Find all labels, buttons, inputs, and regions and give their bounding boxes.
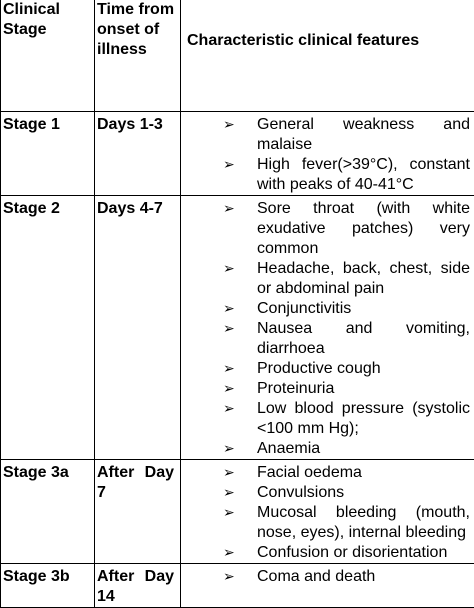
arrow-bullet-icon: ➢ (181, 379, 257, 399)
feature-text: Low blood pressure (systolic <100 mm Hg); (257, 399, 474, 439)
feature-text: Coma and death (257, 567, 474, 587)
arrow-bullet-icon: ➢ (181, 567, 257, 587)
feature-text: General weakness and malaise (257, 115, 474, 155)
list-item (181, 463, 474, 483)
feature-list (181, 463, 474, 563)
arrow-bullet-icon: ➢ (181, 299, 257, 319)
feature-list (181, 115, 474, 195)
arrow-bullet-icon: ➢ (181, 319, 257, 339)
list-item (181, 379, 474, 399)
stage-cell: Stage 2 (1, 196, 95, 460)
feature-text: Productive cough (257, 359, 474, 379)
features-cell (181, 460, 474, 564)
list-item (181, 115, 474, 155)
header-time-from-onset: Time from onset of illness (95, 0, 181, 112)
header-clinical-stage: Clinical Stage (1, 0, 95, 112)
list-item (181, 299, 474, 319)
list-item (181, 319, 474, 359)
feature-list (181, 567, 474, 587)
arrow-bullet-icon: ➢ (181, 359, 257, 379)
table-row (1, 112, 474, 196)
feature-text: Sore throat (with white exudative patches) very common (257, 199, 474, 259)
arrow-bullet-icon: ➢ (181, 199, 257, 219)
list-item (181, 199, 474, 259)
arrow-bullet-icon: ➢ (181, 259, 257, 279)
header-clinical-features: Characteristic clinical features (181, 0, 474, 112)
arrow-bullet-icon: ➢ (181, 503, 257, 523)
table-row (1, 196, 474, 460)
list-item (181, 503, 474, 543)
feature-text: Headache, back, chest, side or abdominal pain (257, 259, 474, 299)
time-cell: Days 1-3 (95, 112, 181, 196)
list-item (181, 259, 474, 299)
feature-text: Conjunctivitis (257, 299, 474, 319)
feature-text: Convulsions (257, 483, 474, 503)
list-item (181, 567, 474, 587)
table-row (1, 564, 474, 608)
table-header-row (1, 0, 474, 112)
list-item (181, 483, 474, 503)
arrow-bullet-icon: ➢ (181, 439, 257, 459)
feature-text: High fever(>39°C), constant with peaks of 40-41°C (257, 155, 474, 195)
stage-cell: Stage 3a (1, 460, 95, 564)
feature-text: Anaemia (257, 439, 474, 459)
list-item (181, 155, 474, 195)
table-row (1, 460, 474, 564)
feature-text: Mucosal bleeding (mouth, nose, eyes), internal bleeding (257, 503, 474, 543)
arrow-bullet-icon: ➢ (181, 115, 257, 135)
features-cell (181, 196, 474, 460)
time-cell: After Day 7 (95, 460, 181, 564)
features-cell (181, 564, 474, 608)
feature-text: Proteinuria (257, 379, 474, 399)
list-item (181, 543, 474, 563)
feature-text: Confusion or disorientation (257, 543, 474, 563)
time-cell: Days 4-7 (95, 196, 181, 460)
list-item (181, 359, 474, 379)
list-item (181, 399, 474, 439)
feature-text: Nausea and vomiting, diarrhoea (257, 319, 474, 359)
arrow-bullet-icon: ➢ (181, 463, 257, 483)
feature-list (181, 199, 474, 459)
feature-text: Facial oedema (257, 463, 474, 483)
stage-cell: Stage 1 (1, 112, 95, 196)
arrow-bullet-icon: ➢ (181, 155, 257, 175)
time-cell: After Day 14 (95, 564, 181, 608)
features-cell (181, 112, 474, 196)
arrow-bullet-icon: ➢ (181, 543, 257, 563)
list-item (181, 439, 474, 459)
stage-cell: Stage 3b (1, 564, 95, 608)
arrow-bullet-icon: ➢ (181, 399, 257, 419)
arrow-bullet-icon: ➢ (181, 483, 257, 503)
